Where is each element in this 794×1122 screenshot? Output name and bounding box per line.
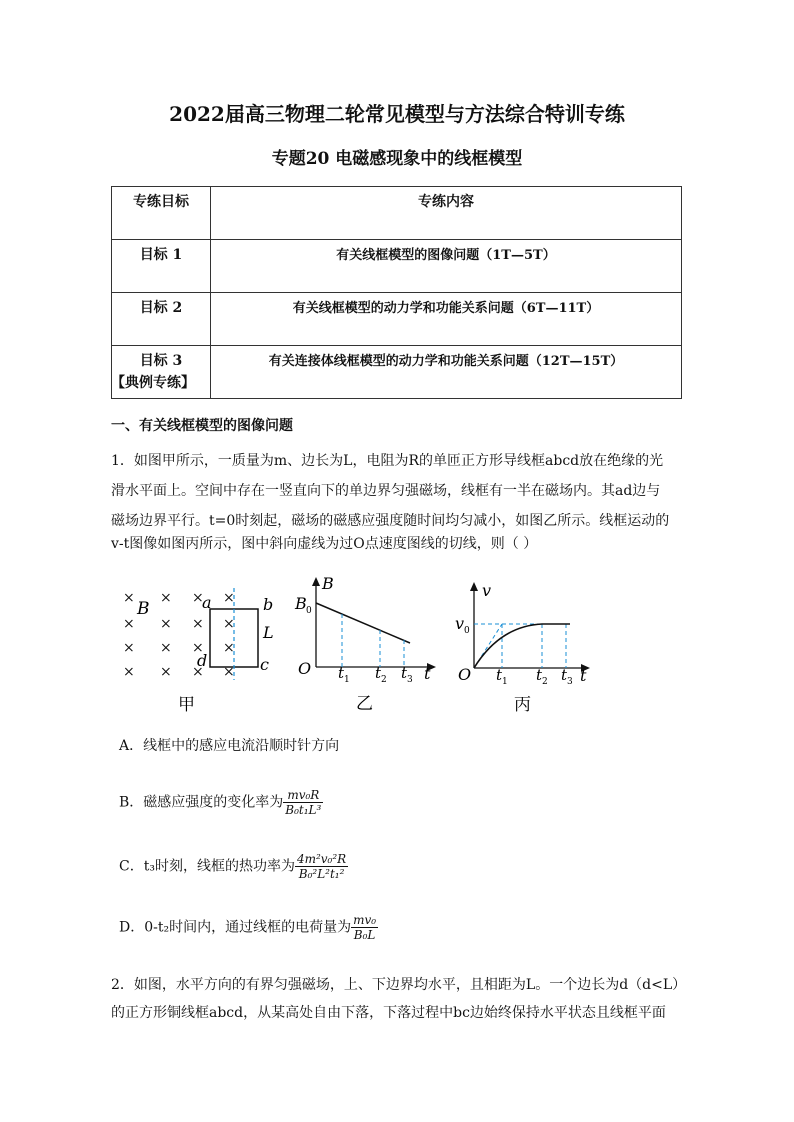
label-B0: B (295, 594, 307, 613)
option-B-fraction (283, 788, 323, 817)
label-t2: t (536, 666, 543, 684)
fraction-numerator: mv₀R (283, 788, 323, 803)
table-header-row (112, 187, 682, 240)
fraction-numerator: 4m²v₀²R (296, 852, 347, 866)
fraction-denominator: B₀L (353, 928, 376, 942)
arrow-y-icon (312, 577, 320, 586)
label-c: c (260, 655, 269, 674)
arrow-y-icon (470, 582, 478, 591)
label-t2-sub: 2 (381, 675, 387, 685)
v-curve (474, 624, 570, 668)
svg-text:×: × (192, 590, 204, 606)
goal-label: 目标 1 (112, 240, 211, 293)
label-t1-sub: 1 (344, 675, 350, 685)
table-header-goal: 专练目标 (112, 187, 211, 240)
label-t3-sub: 3 (567, 677, 573, 687)
option-A: A．线框中的感应电流沿顺时针方向 (119, 738, 340, 754)
svg-text:×: × (123, 616, 135, 632)
option-C-text: C．t₃时刻，线框的热功率为 (119, 858, 295, 875)
svg-text:×: × (123, 664, 135, 680)
label-O: O (458, 665, 472, 684)
label-d: d (197, 651, 208, 670)
table-row (112, 346, 682, 399)
label-t1-sub: 1 (502, 677, 508, 687)
label-yi: 乙 (356, 694, 373, 714)
svg-text:×: × (192, 664, 204, 680)
label-t1: t (338, 664, 345, 682)
label-t1: t (496, 666, 503, 684)
q1-line-3: 磁场边界平行。t=0时刻起，磁场的磁感应强度随时间均匀减小，如图乙所示。线框运动的 (111, 513, 670, 529)
q1-line-2: 滑水平面上。空间中存在一竖直向下的单边界匀强磁场，线框有一半在磁场内。其ad边与 (111, 483, 661, 499)
figure-yi (292, 573, 442, 715)
q1-line-1: 1．如图甲所示，一质量为m、边长为L，电阻为R的单匝正方形导线框abcd放在绝缘的光 (111, 453, 664, 469)
svg-text:×: × (123, 640, 135, 656)
svg-text:×: × (160, 590, 172, 606)
label-t2-sub: 2 (542, 677, 548, 687)
label-v0: v (455, 614, 465, 633)
label-t3: t (561, 666, 568, 684)
label-O: O (298, 659, 312, 678)
fraction-denominator: B₀²L²t₁² (298, 867, 345, 881)
q2-line-1: 2．如图，水平方向的有界匀强磁场，上、下边界均水平，且相距为L。一个边长为d（d<L） (111, 977, 687, 993)
svg-text:×: × (192, 616, 204, 632)
label-bing: 丙 (514, 695, 531, 715)
main-title: 2022届高三物理二轮常见模型与方法综合特训专练 (169, 102, 625, 126)
svg-text:×: × (123, 590, 135, 606)
goal-content: 有关线框模型的图像问题（1T—5T） (211, 240, 682, 293)
goals-table (111, 186, 682, 399)
label-t2: t (375, 664, 382, 682)
svg-text:×: × (160, 664, 172, 680)
svg-text:×: × (223, 640, 235, 656)
option-B-text: B．磁感应强度的变化率为 (119, 794, 284, 811)
option-D-text: D．0-t₂时间内，通过线框的电荷量为 (119, 919, 352, 936)
table-row (112, 240, 682, 293)
fraction-denominator: B₀t₁L³ (285, 803, 322, 817)
label-b: b (263, 595, 274, 614)
label-B: B (137, 599, 150, 619)
option-D (119, 913, 378, 942)
fraction-numerator: mv₀ (353, 913, 377, 927)
svg-text:×: × (160, 640, 172, 656)
label-B0-sub: 0 (306, 606, 312, 616)
svg-text:×: × (160, 616, 172, 632)
label-v: v (482, 581, 492, 600)
table-row (112, 293, 682, 346)
subsection-heading: 一、有关线框模型的图像问题 (111, 418, 293, 434)
option-B (119, 788, 323, 817)
goal-label: 目标 3 (112, 346, 211, 399)
svg-text:×: × (223, 590, 235, 606)
label-t: t (424, 664, 431, 683)
table-header-content: 专练内容 (211, 187, 682, 240)
goal-content: 有关连接体线框模型的动力学和功能关系问题（12T—15T） (211, 346, 682, 399)
option-D-fraction (351, 913, 378, 942)
label-B-axis: B (322, 574, 334, 593)
goal-content: 有关线框模型的动力学和功能关系问题（6T—11T） (211, 293, 682, 346)
label-a: a (202, 593, 212, 612)
goal-label: 目标 2 (112, 293, 211, 346)
B-line (316, 603, 410, 643)
sub-title: 专题20 电磁感现象中的线框模型 (271, 149, 523, 169)
label-t3-sub: 3 (407, 675, 413, 685)
label-t: t (580, 666, 587, 685)
option-C-fraction (295, 852, 348, 881)
label-t3: t (401, 664, 408, 682)
label-jia: 甲 (178, 695, 195, 715)
svg-text:×: × (223, 616, 235, 632)
section-heading: 【典例专练】 (111, 375, 195, 391)
svg-text:×: × (192, 640, 204, 656)
q2-line-2: 的正方形铜线框abcd，从某高处自由下落，下落过程中bc边始终保持水平状态且线框平面 (111, 1005, 666, 1021)
label-v0-sub: 0 (464, 626, 470, 636)
figure-bing (452, 580, 602, 715)
figure-jia (115, 580, 290, 715)
label-L: L (263, 623, 274, 642)
option-C (119, 852, 348, 881)
svg-text:×: × (223, 664, 235, 680)
q1-line-4: v-t图像如图丙所示，图中斜向虚线为过O点速度图线的切线，则（ ） (111, 536, 538, 552)
